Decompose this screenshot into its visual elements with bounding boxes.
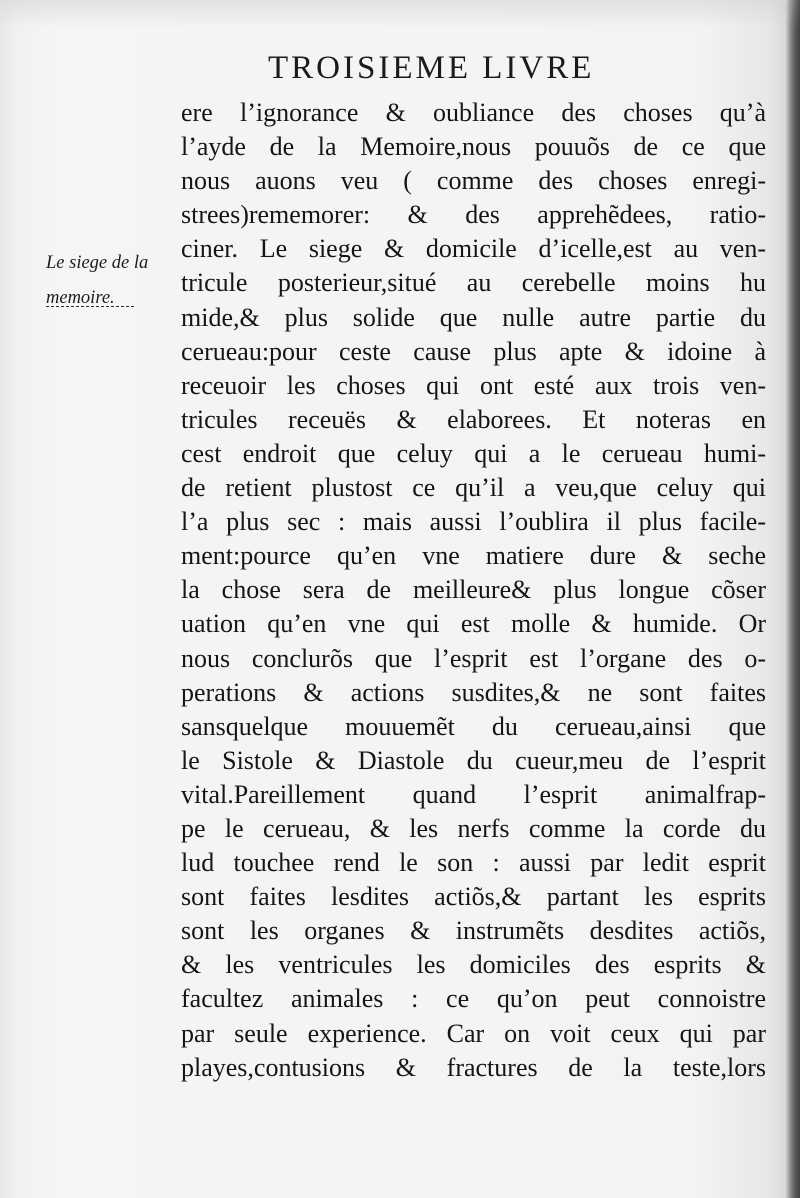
- marginal-note: [46, 246, 186, 316]
- text-line: nous conclurõs que l’esprit est l’organe des o-: [181, 643, 766, 673]
- text-line: mide,& plus solide que nulle autre partie du: [181, 302, 766, 332]
- text-line: sansquelque mouuemẽt du cerueau,ainsi que: [181, 711, 766, 741]
- text-line: playes,contusions & fractures de la teste,lors: [181, 1052, 766, 1082]
- text-line: ere l’ignorance & oubliance des choses qu’à: [181, 98, 766, 127]
- text-line: ciner. Le siege & domicile d’icelle,est au ven-: [181, 234, 766, 264]
- text-line: & les ventricules les domiciles des esprits &: [181, 950, 766, 980]
- text-line: receuoir les choses qui ont esté aux trois ven-: [181, 370, 766, 400]
- text-line: strees)rememorer: & des apprehẽdees, ratio-: [181, 200, 766, 230]
- text-line: cerueau:pour ceste cause plus apte & idoine à: [181, 336, 766, 366]
- marginal-note-line: Le siege de la: [46, 253, 149, 273]
- text-line: cest endroit que celuy qui a le cerueau humi-: [181, 438, 766, 468]
- text-line: nous auons veu ( comme des choses enregi-: [181, 166, 766, 196]
- text-line: tricules receuës & elaborees. Et noteras en: [181, 404, 766, 434]
- page-gutter-shadow: [786, 0, 800, 1198]
- text-line: tricule posterieur,situé au cerebelle moins hu: [181, 268, 766, 298]
- text-line: par seule experience. Car on voit ceux qui par: [181, 1018, 766, 1048]
- text-line: facultez animales : ce qu’on peut connoistre: [181, 984, 766, 1014]
- marginal-note-underline: [46, 306, 134, 307]
- body-text: [181, 96, 766, 1085]
- text-line: de retient plustost ce qu’il a veu,que celuy qui: [181, 473, 766, 503]
- text-line: l’a plus sec : mais aussi l’oublira il plus facile-: [181, 507, 766, 537]
- text-line: lud touchee rend le son : aussi par ledit esprit: [181, 848, 766, 878]
- text-line: uation qu’en vne qui est molle & humide. Or: [181, 609, 766, 639]
- text-line: perations & actions susdites,& ne sont faites: [181, 677, 766, 707]
- text-line: pe le cerueau, & les nerfs comme la corde du: [181, 813, 766, 843]
- text-line: l’ayde de la Memoire,nous pouuõs de ce que: [181, 132, 766, 162]
- text-line: vital.Pareillement quand l’esprit animalfrap-: [181, 779, 766, 809]
- page-top-shadow: [0, 0, 800, 28]
- marginal-note-line: memoire.: [46, 288, 115, 308]
- text-line: sont faites lesdites actiõs,& partant les esprits: [181, 882, 766, 912]
- text-line: la chose sera de meilleure& plus longue cõser: [181, 575, 766, 605]
- text-line: sont les organes & instrumẽts desdites actiõs,: [181, 916, 766, 946]
- running-title: TROISIEME LIVRE: [268, 50, 595, 86]
- text-line: ment:pource qu’en vne matiere dure & seche: [181, 541, 766, 571]
- text-line: le Sistole & Diastole du cueur,meu de l’esprit: [181, 745, 766, 775]
